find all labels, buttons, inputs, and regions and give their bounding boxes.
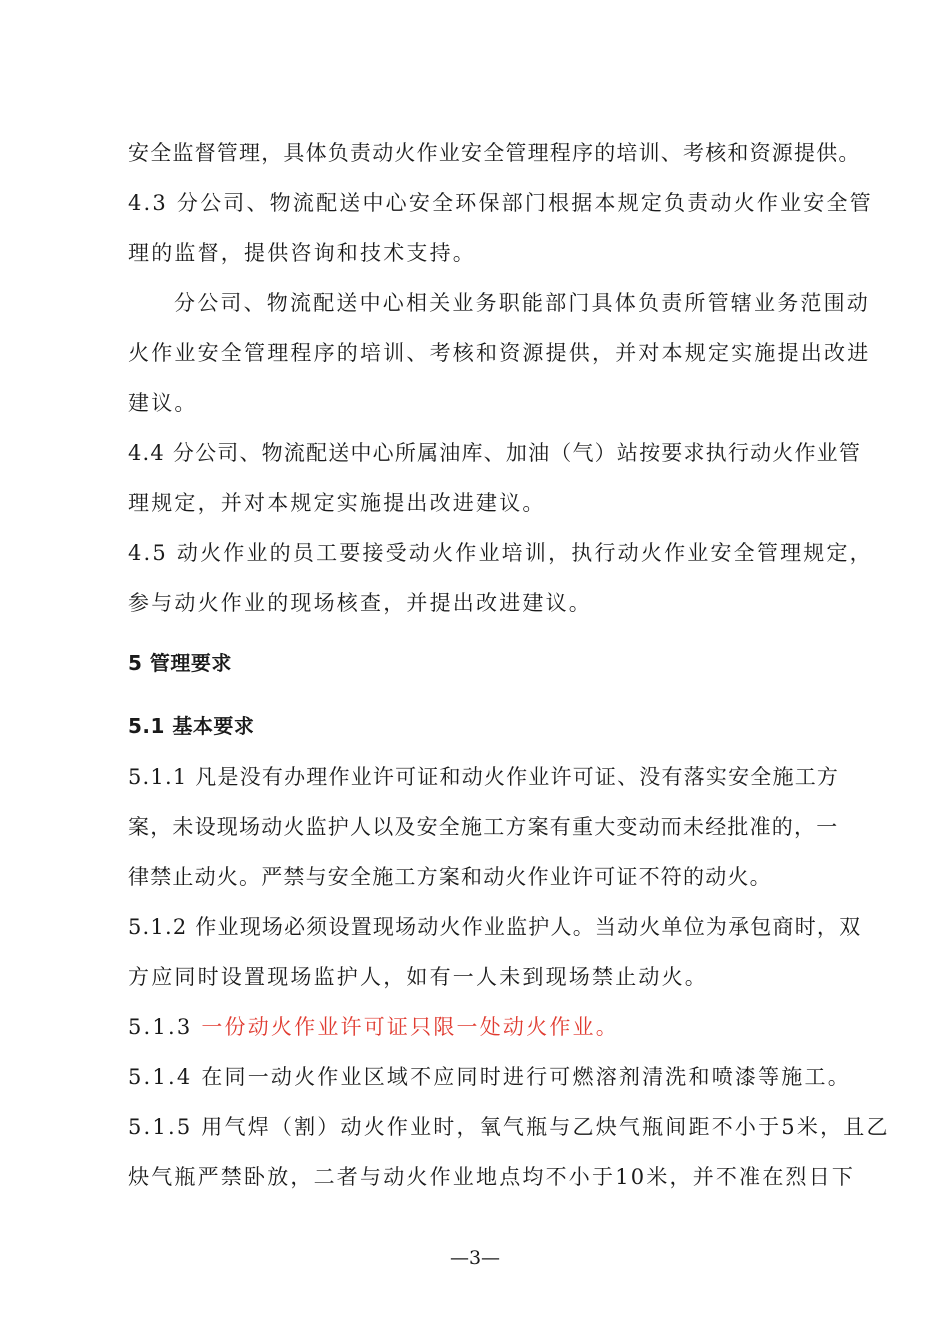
text-line: 炔气瓶严禁卧放，二者与动火作业地点均不小于10米，并不准在烈日下: [128, 1165, 856, 1189]
text-line: 4.4 分公司、物流配送中心所属油库、加油（气）站按要求执行动火作业管: [128, 441, 862, 465]
text-line: 安全监督管理，具体负责动火作业安全管理程序的培训、考核和资源提供。: [128, 141, 861, 165]
text-line: 4.5 动火作业的员工要接受动火作业培训，执行动火作业安全管理规定，: [128, 541, 873, 565]
text-line: 火作业安全管理程序的培训、考核和资源提供，并对本规定实施提出改进: [128, 341, 871, 365]
text-line: 5.1.1 凡是没有办理作业许可证和动火作业许可证、没有落实安全施工方: [128, 765, 840, 789]
item-number: 5.1.3: [128, 1015, 193, 1039]
text-line: 理规定，并对本规定实施提出改进建议。: [128, 491, 546, 515]
highlighted-text: 一份动火作业许可证只限一处动火作业。: [201, 1015, 619, 1039]
text-line: 律禁止动火。严禁与安全施工方案和动火作业许可证不符的动火。: [128, 865, 772, 889]
text-line: 分公司、物流配送中心相关业务职能部门具体负责所管辖业务范围动: [174, 291, 870, 315]
section-heading: 5 管理要求: [128, 651, 232, 675]
highlighted-item: [128, 1012, 619, 1042]
text-line: 5.1.4 在同一动火作业区域不应同时进行可燃溶剂清洗和喷漆等施工。: [128, 1065, 851, 1089]
page-number: —3—: [449, 1247, 501, 1269]
text-line: 案，未设现场动火监护人以及安全施工方案有重大变动而未经批准的，一: [128, 815, 839, 839]
subsection-heading: 5.1 基本要求: [128, 714, 255, 738]
text-line: 参与动火作业的现场核查，并提出改进建议。: [128, 591, 592, 615]
text-line: 5.1.5 用气焊（割）动火作业时，氧气瓶与乙炔气瓶间距不小于5米，且乙: [128, 1115, 890, 1139]
text-line: 5.1.2 作业现场必须设置现场动火作业监护人。当动火单位为承包商时，双: [128, 915, 862, 939]
text-line: 方应同时设置现场监护人，如有一人未到现场禁止动火。: [128, 965, 708, 989]
text-line: 4.3 分公司、物流配送中心安全环保部门根据本规定负责动火作业安全管: [128, 191, 873, 215]
text-line: 建议。: [128, 391, 198, 415]
text-line: 理的监督，提供咨询和技术支持。: [128, 241, 476, 265]
